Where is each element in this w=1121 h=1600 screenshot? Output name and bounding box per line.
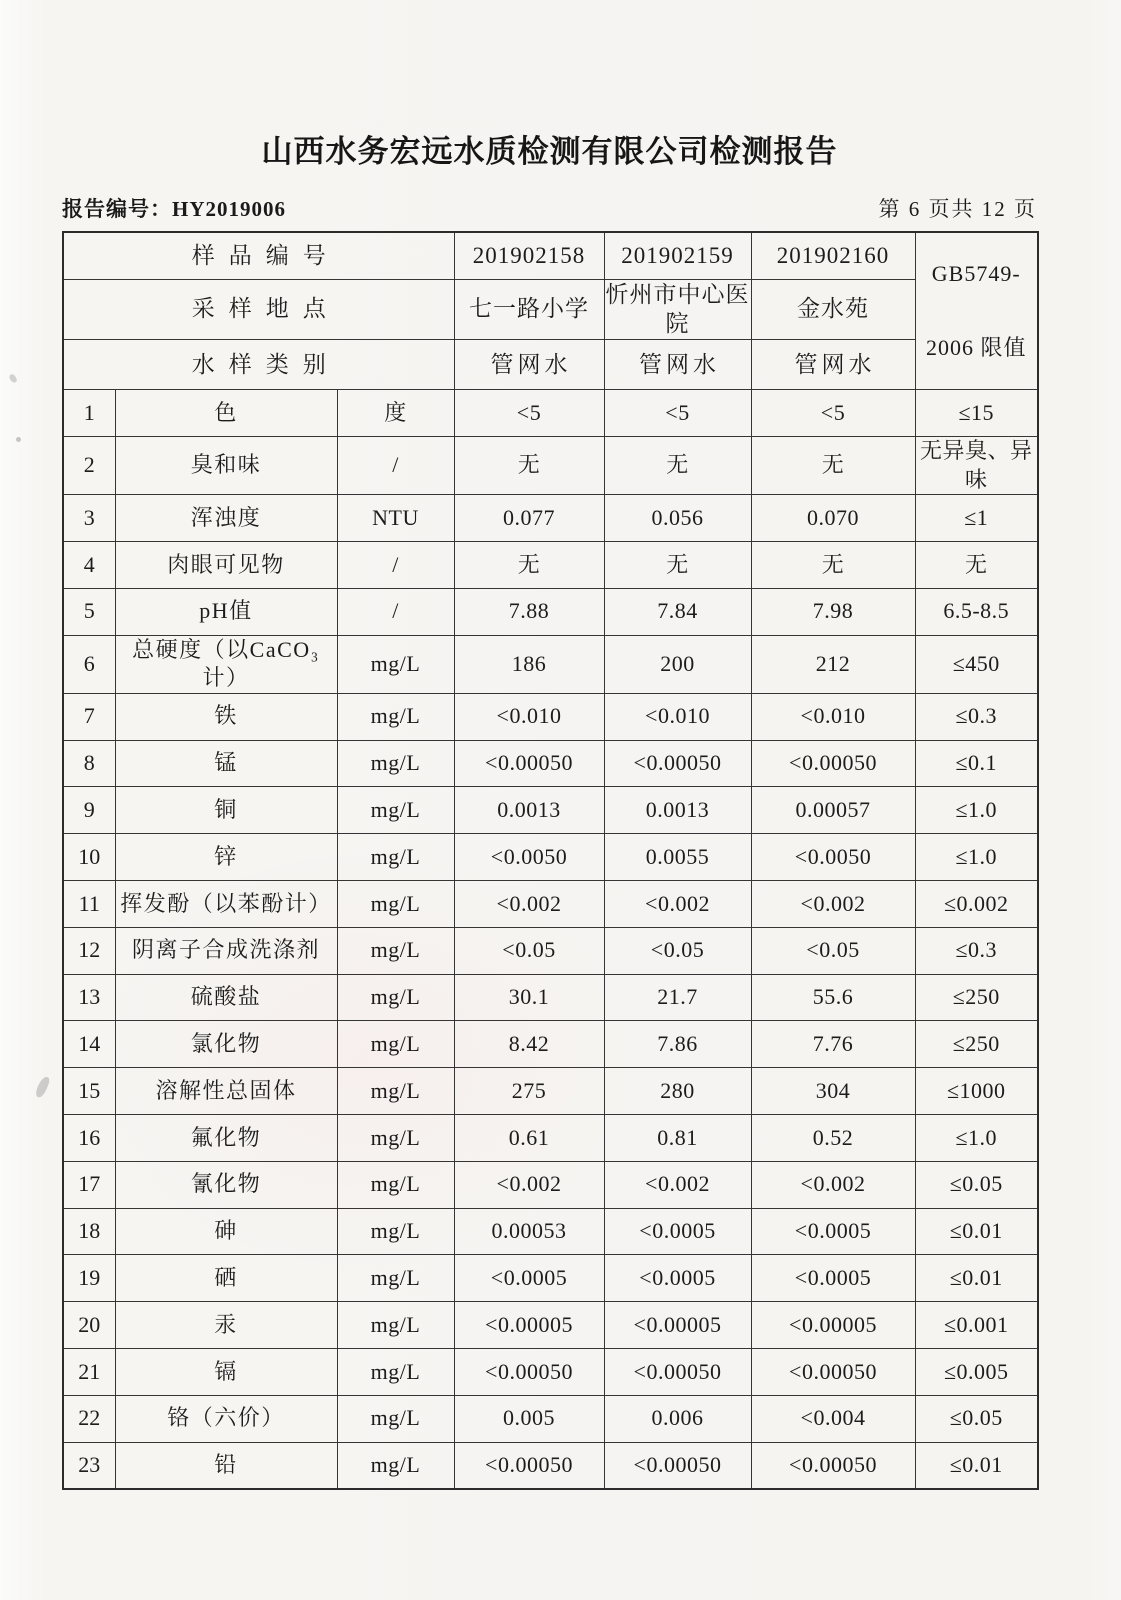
sample-1-value: 30.1	[454, 974, 604, 1021]
sample-2-value: <0.00050	[604, 1442, 751, 1489]
row-number: 17	[63, 1161, 115, 1208]
water-type-label: 水样类别	[63, 340, 454, 390]
parameter-name: 挥发酚（以苯酚计）	[115, 881, 337, 928]
sample-1-value: 0.61	[454, 1115, 604, 1162]
report-number	[62, 193, 286, 223]
parameter-name: 肉眼可见物	[115, 542, 337, 589]
parameter-name: 铅	[115, 1442, 337, 1489]
sample-3-value: 0.52	[751, 1115, 915, 1162]
sample-1-value: 无	[454, 437, 604, 495]
limit-value: ≤1	[915, 495, 1038, 542]
sample-2-value: 0.0013	[604, 787, 751, 834]
sample-1-value: <0.0050	[454, 834, 604, 881]
limit-value: ≤1.0	[915, 1115, 1038, 1162]
sample-id-2: 201902159	[604, 232, 751, 279]
sample-3-value: 0.070	[751, 495, 915, 542]
scan-speck	[16, 437, 21, 442]
limit-standard-lines	[916, 260, 1038, 363]
table-row	[63, 1208, 1038, 1255]
sample-2-value: <5	[604, 390, 751, 437]
row-number: 4	[63, 542, 115, 589]
water-quality-table	[62, 231, 1039, 1490]
sample-3-value: <0.00050	[751, 740, 915, 787]
sample-1-value: 0.0013	[454, 787, 604, 834]
table-row	[63, 1395, 1038, 1442]
sample-2-value: 7.86	[604, 1021, 751, 1068]
sample-1-value: <0.00050	[454, 740, 604, 787]
sample-3-value: 无	[751, 437, 915, 495]
parameter-unit: mg/L	[337, 1021, 454, 1068]
parameter-name: 汞	[115, 1302, 337, 1349]
table-row	[63, 635, 1038, 693]
sample-id-label: 样品编号	[63, 232, 454, 279]
sample-2-value: 7.84	[604, 588, 751, 635]
row-number: 13	[63, 974, 115, 1021]
page-indicator: 第 6 页共 12 页	[878, 197, 1037, 221]
sample-2-value: <0.002	[604, 881, 751, 928]
sample-2-value: 0.006	[604, 1395, 751, 1442]
sample-id-3: 201902160	[751, 232, 915, 279]
sample-1-value: <0.002	[454, 1161, 604, 1208]
scan-speck	[34, 1075, 51, 1099]
row-number: 15	[63, 1068, 115, 1115]
parameter-name: 砷	[115, 1208, 337, 1255]
sample-2-value: 0.056	[604, 495, 751, 542]
limit-value: ≤0.3	[915, 927, 1038, 974]
limit-value: ≤1000	[915, 1068, 1038, 1115]
parameter-name: 铜	[115, 787, 337, 834]
page-title: 山西水务宏远水质检测有限公司检测报告	[261, 134, 838, 169]
parameter-name: 氰化物	[115, 1161, 337, 1208]
row-number: 22	[63, 1395, 115, 1442]
table-row	[63, 1442, 1038, 1489]
sample-2-value: 无	[604, 542, 751, 589]
scan-speck	[8, 373, 18, 384]
row-number: 23	[63, 1442, 115, 1489]
parameter-unit: mg/L	[337, 1068, 454, 1115]
limit-value: ≤15	[915, 390, 1038, 437]
table-row	[63, 974, 1038, 1021]
parameter-unit: /	[337, 588, 454, 635]
sample-1-value: 0.077	[454, 495, 604, 542]
table-row	[63, 740, 1038, 787]
row-number: 8	[63, 740, 115, 787]
sample-3-value: 55.6	[751, 974, 915, 1021]
parameter-rows	[63, 390, 1038, 1489]
parameter-unit: mg/L	[337, 693, 454, 740]
sample-2-value: <0.00050	[604, 740, 751, 787]
limit-value: ≤250	[915, 1021, 1038, 1068]
sample-3-value: <0.002	[751, 881, 915, 928]
table-row	[63, 1161, 1038, 1208]
parameter-unit: mg/L	[337, 881, 454, 928]
table-row	[63, 927, 1038, 974]
sample-3-value: 7.76	[751, 1021, 915, 1068]
sample-3-value: <0.004	[751, 1395, 915, 1442]
meta-row	[62, 193, 1037, 223]
sample-2-value: 0.81	[604, 1115, 751, 1162]
report-number-label: 报告编号：	[62, 197, 172, 221]
limit-value: ≤0.3	[915, 693, 1038, 740]
row-number: 1	[63, 390, 115, 437]
table-row	[63, 787, 1038, 834]
sample-1-value: 0.00053	[454, 1208, 604, 1255]
parameter-name: 铁	[115, 693, 337, 740]
table-row	[63, 1021, 1038, 1068]
parameter-unit: mg/L	[337, 1349, 454, 1396]
row-number: 21	[63, 1349, 115, 1396]
sample-3-value: <0.00050	[751, 1349, 915, 1396]
sample-2-value: 无	[604, 437, 751, 495]
sample-2-value: <0.00005	[604, 1302, 751, 1349]
sample-3-value: <0.0050	[751, 834, 915, 881]
limit-value: ≤0.1	[915, 740, 1038, 787]
row-number: 5	[63, 588, 115, 635]
sample-2-value: 200	[604, 635, 751, 693]
sample-2-value: <0.0005	[604, 1255, 751, 1302]
parameter-unit: mg/L	[337, 635, 454, 693]
sample-1-value: <0.002	[454, 881, 604, 928]
sample-1-value: 无	[454, 542, 604, 589]
parameter-name: 铬（六价）	[115, 1395, 337, 1442]
row-number: 11	[63, 881, 115, 928]
row-number: 20	[63, 1302, 115, 1349]
parameter-unit: mg/L	[337, 927, 454, 974]
parameter-unit: mg/L	[337, 1161, 454, 1208]
sample-3-value: <0.00005	[751, 1302, 915, 1349]
parameter-unit: mg/L	[337, 787, 454, 834]
row-number: 16	[63, 1115, 115, 1162]
parameter-unit: mg/L	[337, 1115, 454, 1162]
parameter-unit: mg/L	[337, 1442, 454, 1489]
limit-value: 无异臭、异味	[915, 437, 1038, 495]
sample-3-value: 304	[751, 1068, 915, 1115]
limit-value: ≤1.0	[915, 834, 1038, 881]
parameter-unit: mg/L	[337, 834, 454, 881]
limit-value: ≤0.05	[915, 1161, 1038, 1208]
sample-2-value: 0.0055	[604, 834, 751, 881]
sample-3-value: 无	[751, 542, 915, 589]
location-1: 七一路小学	[454, 279, 604, 340]
sample-1-value: 0.005	[454, 1395, 604, 1442]
row-number: 12	[63, 927, 115, 974]
parameter-name: 溶解性总固体	[115, 1068, 337, 1115]
sample-2-value: <0.002	[604, 1161, 751, 1208]
sample-1-value: 7.88	[454, 588, 604, 635]
location-3: 金水苑	[751, 279, 915, 340]
sample-3-value: 7.98	[751, 588, 915, 635]
water-type-1: 管网水	[454, 340, 604, 390]
sample-1-value: <5	[454, 390, 604, 437]
sample-1-value: 275	[454, 1068, 604, 1115]
parameter-unit: 度	[337, 390, 454, 437]
row-number: 6	[63, 635, 115, 693]
header-row-water-type	[63, 340, 1038, 390]
parameter-unit: NTU	[337, 495, 454, 542]
parameter-name: pH值	[115, 588, 337, 635]
sample-1-value: 186	[454, 635, 604, 693]
row-number: 14	[63, 1021, 115, 1068]
sample-2-value: <0.00050	[604, 1349, 751, 1396]
parameter-name: 总硬度（以CaCO₃计）	[115, 635, 337, 693]
sample-1-value: <0.0005	[454, 1255, 604, 1302]
limit-standard-line2: 2006 限值	[925, 335, 1027, 361]
row-number: 9	[63, 787, 115, 834]
limit-value: ≤1.0	[915, 787, 1038, 834]
parameter-unit: mg/L	[337, 1255, 454, 1302]
water-type-2: 管网水	[604, 340, 751, 390]
location-label: 采样地点	[63, 279, 454, 340]
limit-value: ≤0.01	[915, 1208, 1038, 1255]
limit-value: ≤0.01	[915, 1442, 1038, 1489]
limit-value: ≤0.01	[915, 1255, 1038, 1302]
parameter-unit: mg/L	[337, 740, 454, 787]
sample-3-value: <0.010	[751, 693, 915, 740]
parameter-name: 锌	[115, 834, 337, 881]
sample-1-value: <0.00050	[454, 1442, 604, 1489]
sample-3-value: <0.0005	[751, 1255, 915, 1302]
parameter-name: 镉	[115, 1349, 337, 1396]
sample-3-value: <0.00050	[751, 1442, 915, 1489]
sample-2-value: 21.7	[604, 974, 751, 1021]
report-number-value: HY2019006	[172, 197, 286, 221]
table-row	[63, 437, 1038, 495]
parameter-name: 氯化物	[115, 1021, 337, 1068]
sample-1-value: <0.00050	[454, 1349, 604, 1396]
parameter-unit: /	[337, 542, 454, 589]
parameter-name: 臭和味	[115, 437, 337, 495]
row-number: 19	[63, 1255, 115, 1302]
table-row	[63, 881, 1038, 928]
limit-value: ≤0.001	[915, 1302, 1038, 1349]
sample-3-value: 0.00057	[751, 787, 915, 834]
header-row-location	[63, 279, 1038, 340]
water-type-3: 管网水	[751, 340, 915, 390]
limit-value: ≤0.005	[915, 1349, 1038, 1396]
parameter-unit: mg/L	[337, 974, 454, 1021]
table-row	[63, 1302, 1038, 1349]
parameter-name: 锰	[115, 740, 337, 787]
sample-2-value: <0.0005	[604, 1208, 751, 1255]
sample-1-value: 8.42	[454, 1021, 604, 1068]
sample-1-value: <0.05	[454, 927, 604, 974]
parameter-name: 浑浊度	[115, 495, 337, 542]
parameter-name: 色	[115, 390, 337, 437]
table-row	[63, 542, 1038, 589]
table-row	[63, 1115, 1038, 1162]
limit-value: 6.5-8.5	[915, 588, 1038, 635]
sample-2-value: <0.05	[604, 927, 751, 974]
table-row	[63, 1255, 1038, 1302]
sample-2-value: 280	[604, 1068, 751, 1115]
limit-value: ≤0.002	[915, 881, 1038, 928]
sample-1-value: <0.00005	[454, 1302, 604, 1349]
sample-3-value: <0.05	[751, 927, 915, 974]
location-2: 忻州市中心医院	[604, 279, 751, 340]
parameter-unit: mg/L	[337, 1302, 454, 1349]
limit-value: 无	[915, 542, 1038, 589]
parameter-unit: /	[337, 437, 454, 495]
table-row	[63, 1068, 1038, 1115]
header-row-sample-id	[63, 232, 1038, 279]
row-number: 2	[63, 437, 115, 495]
sample-3-value: <5	[751, 390, 915, 437]
limit-standard-line1: GB5749-	[931, 260, 1021, 286]
parameter-unit: mg/L	[337, 1208, 454, 1255]
row-number: 10	[63, 834, 115, 881]
sample-2-value: <0.010	[604, 693, 751, 740]
row-number: 3	[63, 495, 115, 542]
parameter-name: 阴离子合成洗涤剂	[115, 927, 337, 974]
limit-value: ≤450	[915, 635, 1038, 693]
table-row	[63, 693, 1038, 740]
row-number: 18	[63, 1208, 115, 1255]
parameter-name: 硒	[115, 1255, 337, 1302]
sample-3-value: 212	[751, 635, 915, 693]
limit-value: ≤0.05	[915, 1395, 1038, 1442]
table-row	[63, 834, 1038, 881]
parameter-name: 硫酸盐	[115, 974, 337, 1021]
sample-id-1: 201902158	[454, 232, 604, 279]
sample-3-value: <0.002	[751, 1161, 915, 1208]
limit-value: ≤250	[915, 974, 1038, 1021]
table-row	[63, 588, 1038, 635]
sample-1-value: <0.010	[454, 693, 604, 740]
limit-standard-header	[915, 232, 1038, 390]
row-number: 7	[63, 693, 115, 740]
sample-3-value: <0.0005	[751, 1208, 915, 1255]
table-row	[63, 1349, 1038, 1396]
table-row	[63, 495, 1038, 542]
table-row	[63, 390, 1038, 437]
parameter-unit: mg/L	[337, 1395, 454, 1442]
parameter-name: 氟化物	[115, 1115, 337, 1162]
